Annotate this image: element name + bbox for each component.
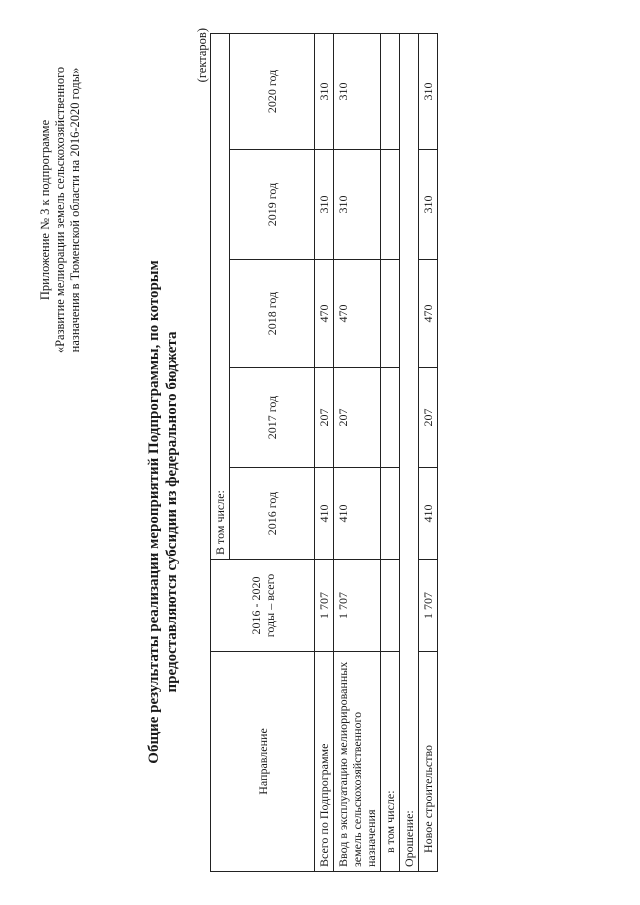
table-row <box>315 33 334 871</box>
appendix-line-2: «Развитие мелиорации земель сельскохозяйственного <box>53 66 67 354</box>
row-vvod-label: Ввод в эксплуатацию мелиорированных земель сельскохозяйственного назначения <box>334 652 381 872</box>
cell-value: 470 <box>334 260 381 368</box>
cell-value: 207 <box>419 368 438 468</box>
cell-value: 1 707 <box>419 560 438 652</box>
table-row <box>419 33 438 871</box>
cell-value: 310 <box>419 150 438 260</box>
appendix-line-1: Приложение № 3 к подпрограмме <box>38 119 52 301</box>
cell-value: 310 <box>419 33 438 149</box>
cell-empty <box>381 260 400 368</box>
header-including: В том числе: <box>211 33 230 559</box>
row-sub-label: в том числе: <box>381 652 400 872</box>
cell-value: 410 <box>315 468 334 560</box>
cell-empty <box>381 150 400 260</box>
row-total-label: Всего по Подпрограмме <box>315 652 334 872</box>
cell-value: 1 707 <box>315 560 334 652</box>
cell-empty <box>381 468 400 560</box>
title-line-2: предоставляются субсидии из федерального бюджета <box>164 331 180 693</box>
cell-value: 470 <box>315 260 334 368</box>
row-irrigation-label: Орошение: <box>400 652 419 872</box>
header-total: 2016 - 2020 годы – всего <box>211 560 315 652</box>
header-direction: Направление <box>211 652 315 872</box>
header-row-1 <box>211 33 230 871</box>
header-year-2017: 2017 год <box>230 368 315 468</box>
header-year-2020: 2020 год <box>230 33 315 149</box>
rotated-page <box>30 22 610 872</box>
appendix-note <box>38 30 83 390</box>
cell-value: 410 <box>419 468 438 560</box>
table-row <box>381 33 400 871</box>
results-table <box>210 33 438 872</box>
appendix-line-3: назначения в Тюменской области на 2016-2020 годы» <box>68 67 82 353</box>
cell-value: 207 <box>315 368 334 468</box>
cell-value: 310 <box>334 150 381 260</box>
row-new-label: Новое строительство <box>419 652 438 872</box>
cell-value: 310 <box>315 150 334 260</box>
cell-value: 470 <box>419 260 438 368</box>
cell-empty <box>381 368 400 468</box>
table-row <box>400 33 419 871</box>
cell-value: 310 <box>315 33 334 149</box>
header-year-2016: 2016 год <box>230 468 315 560</box>
cell-empty <box>400 33 419 651</box>
unit-label: (гектаров) <box>195 28 209 83</box>
header-year-2018: 2018 год <box>230 260 315 368</box>
cell-value: 1 707 <box>334 560 381 652</box>
header-year-2019: 2019 год <box>230 150 315 260</box>
title-line-1: Общие результаты реализации мероприятий Подпрограммы, по которым <box>146 260 162 764</box>
cell-empty <box>381 33 400 149</box>
cell-value: 207 <box>334 368 381 468</box>
cell-value: 310 <box>334 33 381 149</box>
cell-empty <box>381 560 400 652</box>
cell-value: 410 <box>334 468 381 560</box>
document-title <box>145 162 181 862</box>
table-row <box>334 33 381 871</box>
